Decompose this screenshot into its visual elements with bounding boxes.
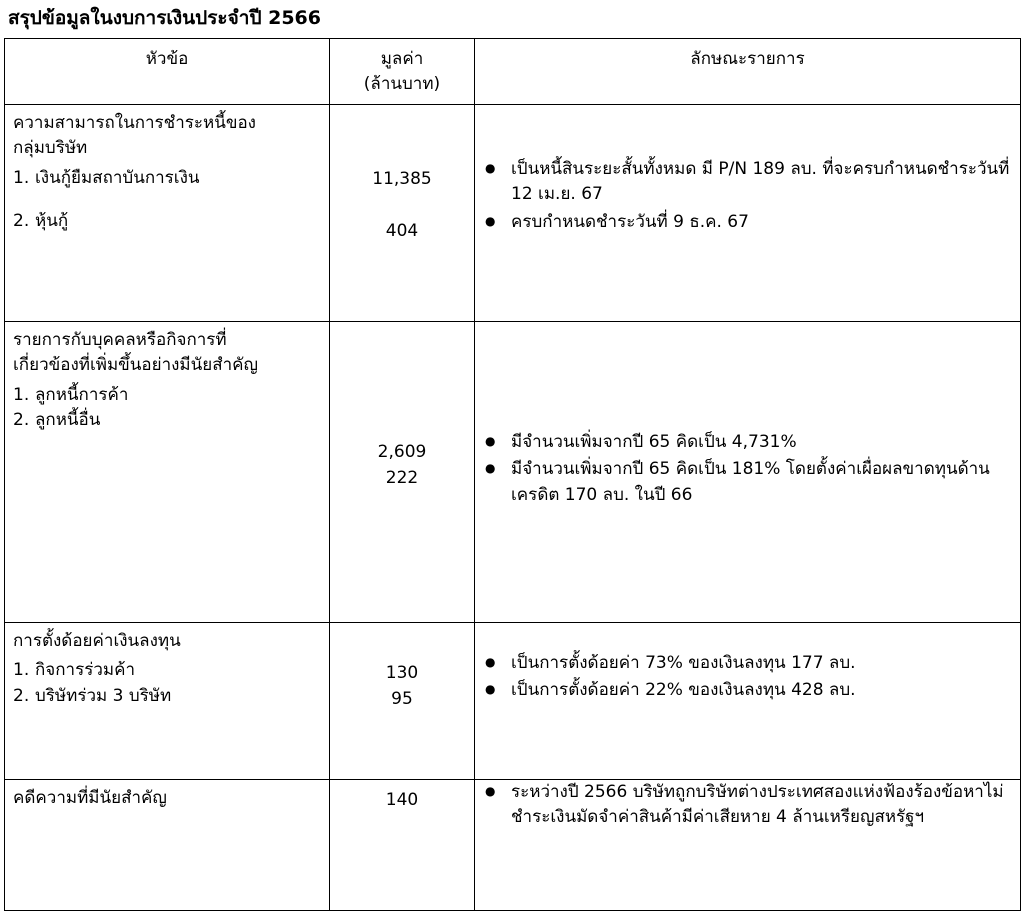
detail-bullet-list [483,430,1012,509]
list-item [13,658,321,684]
topic-cell [5,622,330,779]
group-title-line1: ความสามารถในการชำระหนี้ของ [13,112,256,133]
table-row [5,622,1021,779]
list-item [13,684,321,710]
list-item-number: 2. [13,410,30,431]
column-header-detail: ลักษณะรายการ [475,38,1021,104]
group-title-line1: คดีความที่มีนัยสำคัญ [13,787,167,808]
value-cell [330,779,475,910]
financial-summary-table [4,38,1021,911]
page-title: สรุปข้อมูลในงบการเงินประจำปี 2566 [8,7,321,29]
topic-item-list [13,166,321,235]
value-cell [330,104,475,321]
column-header-value-line2: (ล้านบาท) [363,74,441,95]
topic-cell [5,321,330,622]
group-title [13,786,321,812]
table-row [5,104,1021,321]
topic-item-list [13,658,321,709]
list-item [13,383,321,409]
topic-item-list [13,383,321,434]
topic-cell [5,104,330,321]
column-header-value [330,38,475,104]
table-body [5,104,1021,910]
value-amount: 222 [385,468,419,489]
detail-bullet-list [483,651,1012,704]
table-row [5,779,1021,910]
detail-bullet: ● เป็นหนี้สินระยะสั้นทั้งหมด มี P/N 189 ลบ. ที่จะครบกำหนดชำระวันที่ 12 เม.ย. 67 [483,157,1012,208]
detail-cell [475,779,1021,910]
group-title [13,328,321,379]
detail-cell [475,321,1021,622]
column-header-value-line1: มูลค่า [380,48,424,69]
list-item-number: 2. [13,211,30,232]
detail-bullet: ● เป็นการตั้งด้อยค่า 73% ของเงินลงทุน 177 ลบ. [483,651,1012,677]
table-header [5,38,1021,104]
table-row [5,321,1021,622]
list-item-number: 2. [13,685,30,706]
list-item [13,408,321,434]
group-title-line1: รายการกับบุคคลหรือกิจการที่ [13,329,227,350]
detail-bullet: ● มีจำนวนเพิ่มจากปี 65 คิดเป็น 181% โดยตั้งค่าเผื่อผลขาดทุนด้านเครดิต 170 ลบ. ในปี 66 [483,457,1012,508]
detail-bullet-list [483,780,1012,831]
detail-bullet: ● ระหว่างปี 2566 บริษัทถูกบริษัทต่างประเทศสองแห่งฟ้องร้องข้อหาไม่ชำระเงินมัดจำค่าสินค้ามีค่าเสียหาย 4 ล้านเหรียญสหรัฐฯ [483,780,1012,831]
value-amount: 11,385 [372,168,432,189]
detail-bullet: ● มีจำนวนเพิ่มจากปี 65 คิดเป็น 4,731% [483,430,1012,456]
list-item-number: 1. [13,167,30,188]
list-item [13,166,321,192]
value-amount: 130 [385,662,419,683]
list-item-label: กิจการร่วมค้า [35,660,136,681]
group-title-line2: กลุ่มบริษัท [13,138,88,159]
value-amount: 2,609 [377,441,427,462]
list-item-label: ลูกหนี้อื่น [35,410,101,431]
value-cell [330,622,475,779]
topic-cell [5,779,330,910]
group-title [13,111,321,162]
group-title-line2: เกี่ยวข้องที่เพิ่มขึ้นอย่างมีนัยสำคัญ [13,355,258,376]
value-cell [330,321,475,622]
list-item [13,209,321,235]
list-item-label: บริษัทร่วม 3 บริษัท [35,685,172,706]
detail-cell [475,622,1021,779]
detail-bullet-list [483,157,1012,236]
column-header-topic: หัวข้อ [5,38,330,104]
list-item-number: 1. [13,660,30,681]
list-item-label: หุ้นกู้ [35,211,69,232]
list-item-label: ลูกหนี้การค้า [35,384,129,405]
group-title-line1: การตั้งด้อยค่าเงินลงทุน [13,630,181,651]
table-header-row [5,38,1021,104]
value-amount: 404 [385,221,419,242]
value-amount: 140 [385,789,419,810]
list-item-number: 1. [13,384,30,405]
detail-cell [475,104,1021,321]
list-item-label: เงินกู้ยืมสถาบันการเงิน [35,167,200,188]
detail-bullet: ● เป็นการตั้งด้อยค่า 22% ของเงินลงทุน 428 ลบ. [483,678,1012,704]
group-title [13,629,321,655]
value-amount: 95 [391,689,413,710]
detail-bullet: ● ครบกำหนดชำระวันที่ 9 ธ.ค. 67 [483,210,1012,236]
